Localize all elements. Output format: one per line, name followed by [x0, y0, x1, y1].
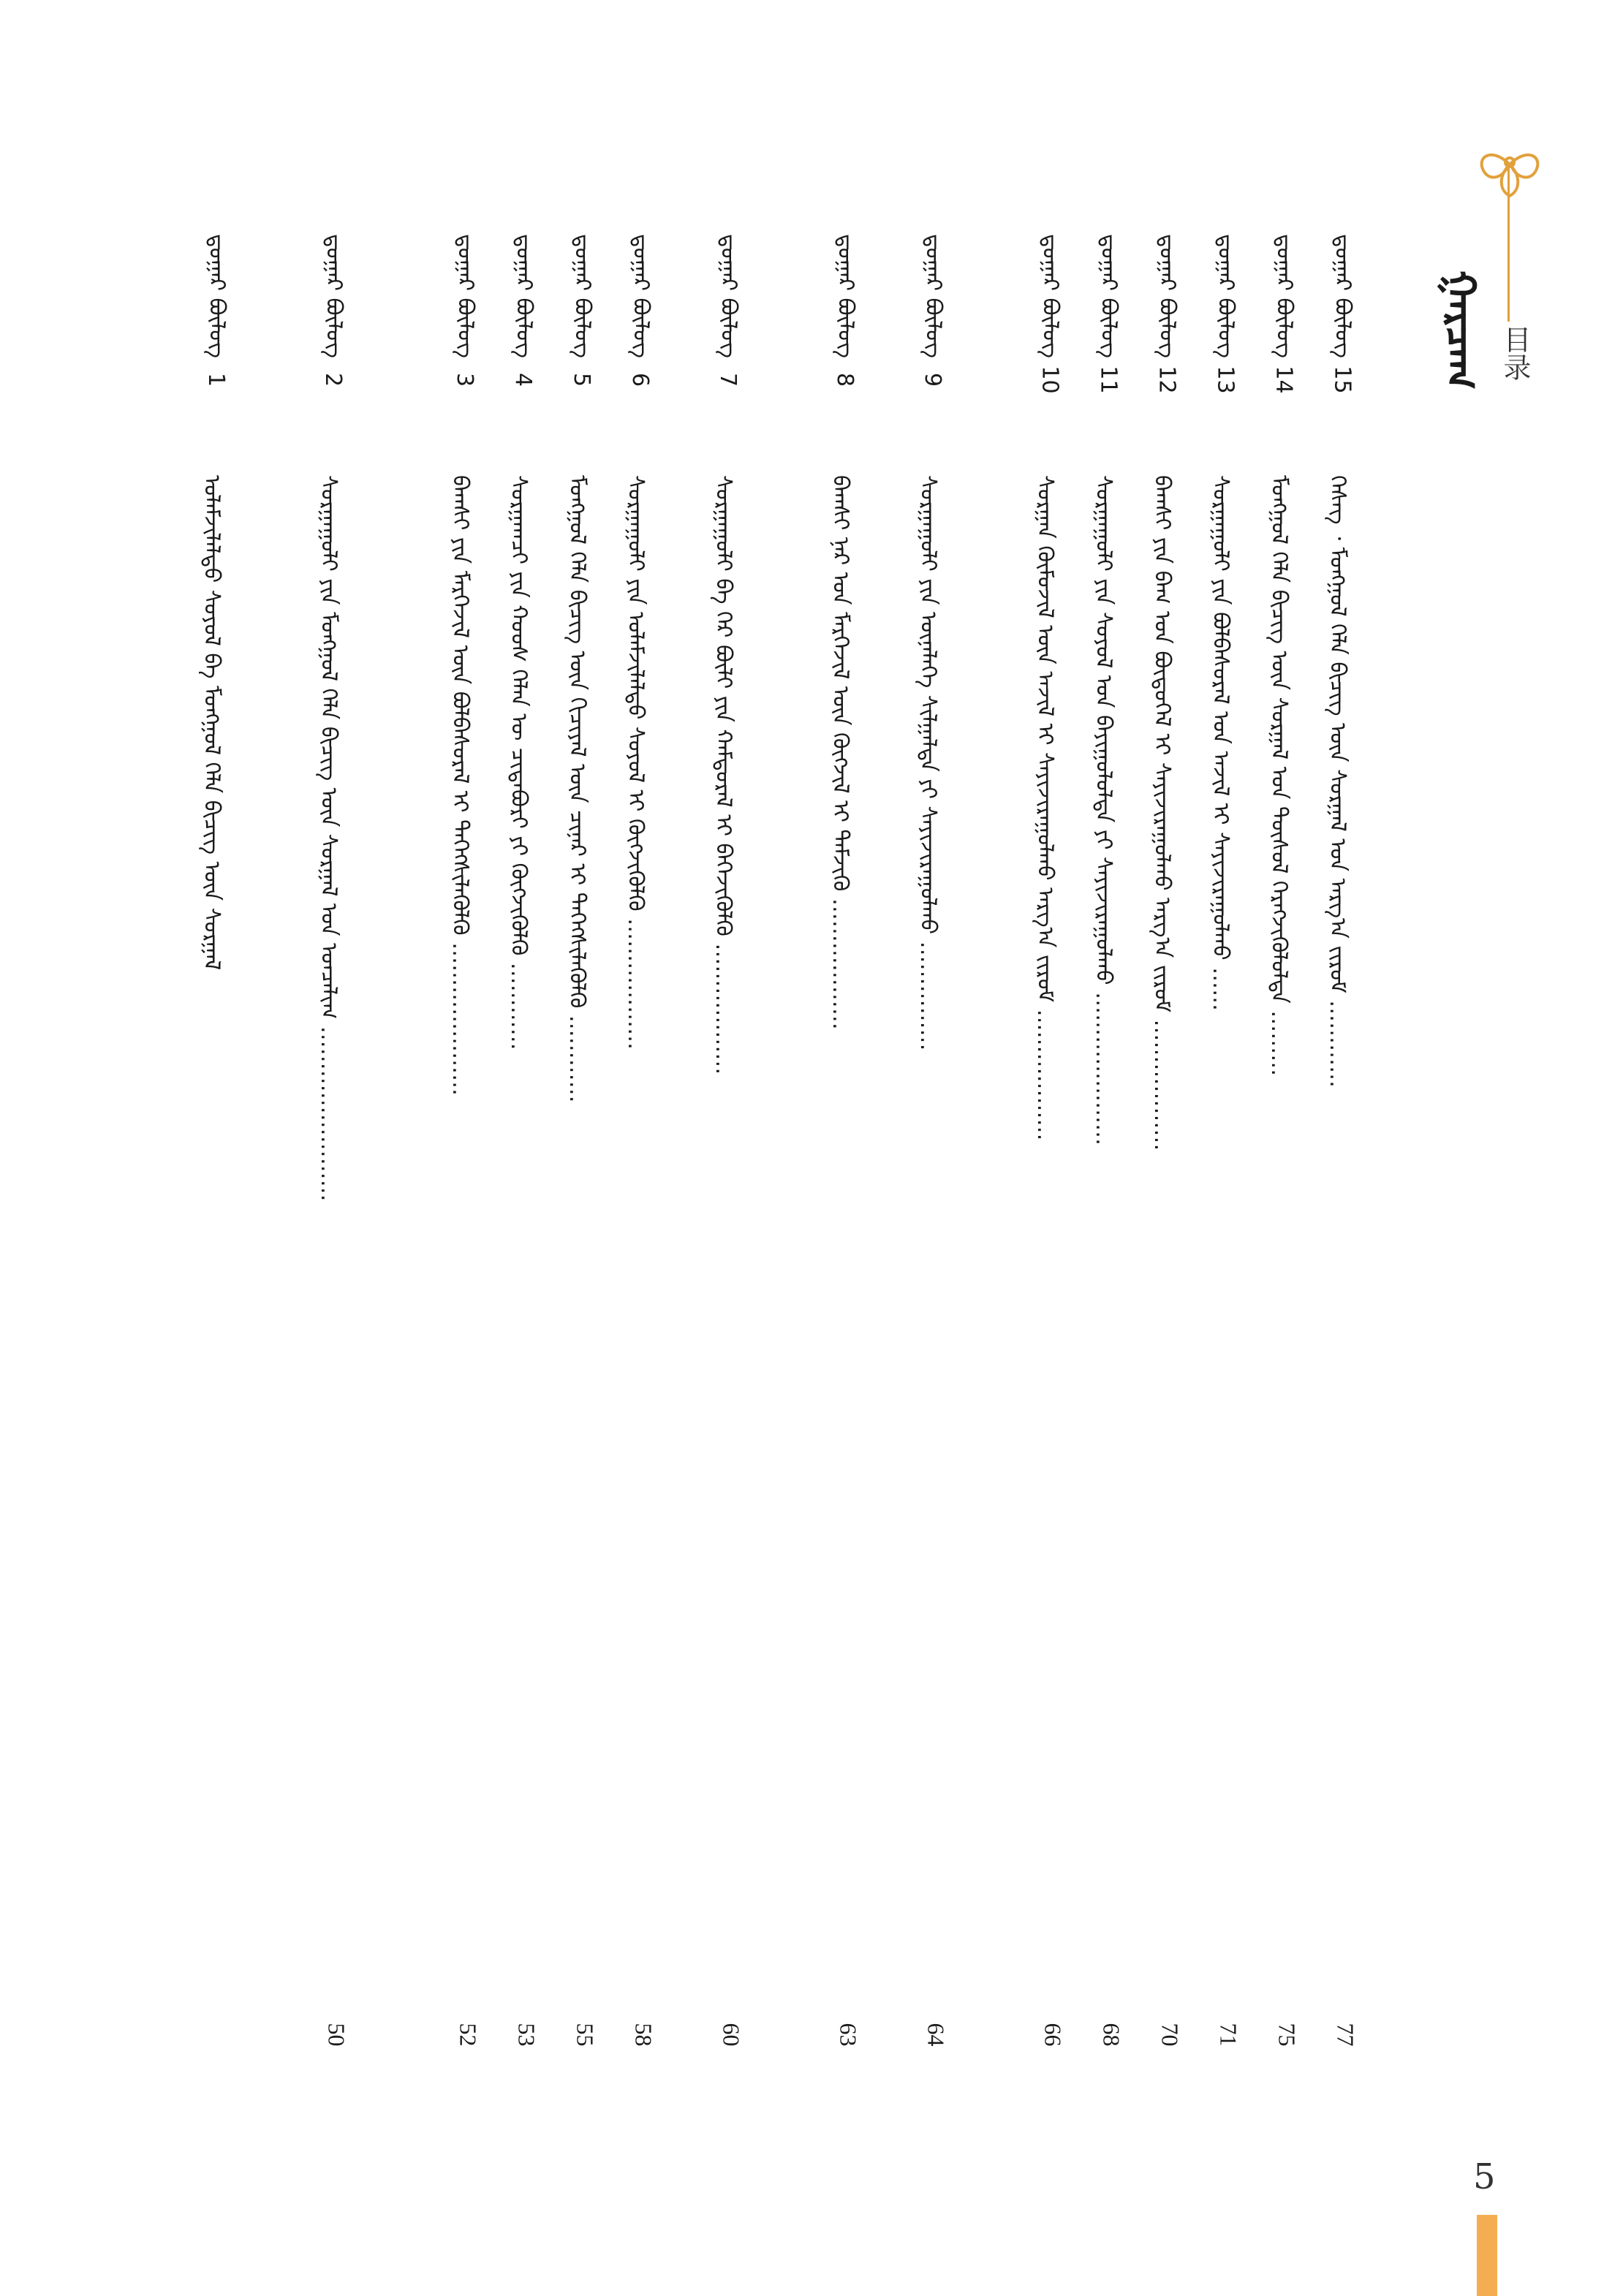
toc-chapter-label-text: ᠳ᠋ᠤᠭᠠᠷ ᠪᠦᠯᠦᠭ: [1154, 234, 1180, 358]
toc-chapter-number: 3: [452, 372, 478, 387]
toc-entry-page: 64: [923, 2023, 950, 2047]
toc-chapter-number: 9: [920, 372, 946, 387]
toc-entry-title[interactable]: ᠰᠤᠷᠭᠠᠭᠤᠯᠢ ᠶᠢᠨ ᠮᠣᠩᠭᠣᠯ ᠬᠡᠯᠡ ᠪᠢᠴᠢᠭ ᠦᠨ ᠰᠤᠷᠭᠠᠯ ᠤᠨ ᠣᠨᠴᠠᠯᠢᠭ ……………………: [316, 475, 341, 1202]
toc-chapter-label: [504, 234, 548, 393]
toc-entry-title[interactable]: ᠮᠣᠩᠭᠣᠯ ᠬᠡᠯᠡ ᠪᠢᠴᠢᠭ ᠦᠨ ᠬᠢᠴᠢᠶᠡᠯ ᠦᠨ ᠴᠢᠨᠠᠷ ᠢ ᠳᠡᠭᠡᠭᠰᠢᠯᠡᠭᠦᠯᠬᠦ …………: [564, 475, 590, 1103]
toc-entry-page: 68: [1098, 2023, 1125, 2047]
ornament-rule: [1507, 164, 1510, 322]
toc-chapter-number: 15: [1329, 365, 1355, 394]
toc-entry-page: 52: [455, 2023, 482, 2047]
toc-entry-page: 75: [1274, 2023, 1301, 2047]
toc-chapter-label: [826, 234, 870, 393]
toc-chapter-label: [446, 234, 490, 393]
toc-chapter-number: 6: [627, 372, 654, 387]
toc-entry-page: 60: [718, 2023, 745, 2047]
toc-entry-title[interactable]: ᠬᠡᠰᠡᠭ ᠂ ᠮᠣᠩᠭᠣᠯ ᠬᠡᠯᠡ ᠪᠢᠴᠢᠭ ᠦᠨ ᠰᠤᠷᠭᠠᠯ ᠤᠨ ᠠᠷᠭ᠎ᠠ ᠵᠢᠷᠤᠮ …………: [1325, 475, 1350, 1088]
toc-entry-title[interactable]: ᠰᠤᠷᠭᠠᠭᠴᠢ ᠶᠢᠨ ᠬᠣᠣᠰ ᠬᠡᠯᠡᠨ ᠦ ᠴᠢᠳᠠᠪᠤᠷᠢ ᠶᠢ ᠬᠥᠭᠵᠢᠭᠦᠯᠬᠦ …………: [506, 475, 531, 1050]
toc-chapter-label: [1206, 234, 1250, 393]
toc-entry-title[interactable]: ᠤᠯᠠᠮᠵᠢᠯᠠᠯᠲᠤ ᠰᠣᠶᠣᠯ ᠪᠠ ᠮᠣᠩᠭᠣᠯ ᠬᠡᠯᠡ ᠪᠢᠴᠢᠭ ᠦᠨ ᠰᠤᠷᠭᠠᠯ: [199, 475, 224, 971]
toc-chapter-label-text: ᠳ᠋ᠤᠭᠠᠷ ᠪᠦᠯᠦᠭ: [833, 234, 858, 358]
toc-entry-page: 77: [1332, 2023, 1359, 2047]
toc-chapter-label-text: ᠳ᠋ᠤᠭᠠᠷ ᠪᠦᠯᠦᠭ: [1037, 234, 1063, 358]
page-title-mongolian: ᠭᠠᠷᠴᠠᠭ: [1437, 270, 1485, 390]
toc-chapter-number: 2: [320, 372, 347, 387]
toc-chapter-label-text: ᠳ᠋ᠤᠭᠠᠷ ᠪᠦᠯᠦᠭ: [511, 234, 537, 358]
toc-chapter-label-text: ᠳ᠋ᠤᠭᠠᠷ ᠪᠦᠯᠦᠭ: [1330, 234, 1355, 358]
toc-chapter-number: 10: [1037, 365, 1063, 394]
toc-entry-page: 66: [1040, 2023, 1067, 2047]
toc-entry-page: 53: [513, 2023, 540, 2047]
toc-chapter-label-text: ᠳ᠋ᠤᠭᠠᠷ ᠪᠦᠯᠦᠭ: [453, 234, 478, 358]
toc-chapter-label-text: ᠳ᠋ᠤᠭᠠᠷ ᠪᠦᠯᠦᠭ: [1271, 234, 1297, 358]
toc-entry-page: 70: [1157, 2023, 1184, 2047]
toc-entry-title[interactable]: ᠰᠤᠷᠭᠠᠭᠤᠯᠢ ᠶᠢᠨ ᠤᠯᠠᠮᠵᠢᠯᠠᠯᠲᠤ ᠰᠣᠶᠣᠯ ᠢ ᠬᠥᠭᠵᠢᠭᠦᠯᠬᠦ ………………: [623, 475, 648, 1050]
toc-entry-title[interactable]: ᠰᠤᠷᠭᠠᠭᠤᠯᠢ ᠶᠢᠨ ᠦᠨᠡᠯᠡᠭᠡ ᠰᠢᠯᠭᠠᠯᠲᠠ ᠶᠢ ᠰᠠᠶᠢᠵᠢᠷᠠᠭᠤᠯᠬᠤ ……………: [915, 475, 941, 1051]
toc-entry-page: 50: [323, 2023, 350, 2047]
toc-entry-title[interactable]: ᠪᠠᠭᠰᠢ ᠶᠢᠨ ᠪᠠᠭ ᠤᠨ ᠪᠦᠲᠦᠭᠡᠯ ᠢ ᠰᠠᠶᠢᠵᠢᠷᠠᠭᠤᠯᠬᠤ ᠠᠷᠭ᠎ᠠ ᠵᠢᠷᠤᠮ ………………: [1149, 475, 1175, 1151]
toc-entry-title[interactable]: ᠪᠠᠭᠰᠢ ᠶᠢᠨ ᠮᠡᠷᠭᠡᠵᠢᠯ ᠦᠨ ᠪᠣᠯᠪᠠᠰᠤᠷᠠᠯ ᠢ ᠳᠡᠭᠡᠭᠰᠢᠯᠡᠭᠦᠯᠬᠦ …………………: [447, 475, 473, 1096]
toc-chapter-label-text: ᠳ᠋ᠤᠭᠠᠷ ᠪᠦᠯᠦᠭ: [1213, 234, 1238, 358]
toc-entry-title[interactable]: ᠰᠤᠷᠭᠠᠭᠤᠯᠢ ᠶᠢᠨ ᠪᠣᠯᠪᠠᠰᠤᠷᠠᠯ ᠤᠨ ᠠᠵᠢᠯ ᠢ ᠰᠠᠶᠢᠵᠢᠷᠠᠭᠤᠯᠬᠤ ……: [1208, 475, 1233, 1012]
toc-chapter-number: 13: [1212, 365, 1238, 394]
toc-chapter-label-text: ᠳ᠋ᠤᠭᠠᠷ ᠪᠦᠯᠦᠭ: [716, 234, 741, 358]
toc-chapter-label-text: ᠳ᠋ᠤᠭᠠᠷ ᠪᠦᠯᠦᠭ: [321, 234, 347, 358]
toc-chapter-label: [1265, 234, 1309, 393]
toc-entry-title[interactable]: ᠪᠠᠭᠰᠢ ᠨᠠᠷ ᠤᠨ ᠮᠡᠷᠭᠡᠵᠢᠯ ᠦᠨ ᠬᠥᠭᠵᠢᠯ ᠢ ᠳᠡᠮᠵᠢᠬᠦ ………………: [828, 475, 853, 1030]
toc-chapter-label: [563, 234, 607, 393]
toc-chapter-number: 1: [203, 372, 230, 387]
toc-chapter-label: [709, 234, 753, 393]
toc-chapter-number: 14: [1271, 365, 1297, 394]
toc-chapter-number: 7: [715, 372, 741, 387]
toc-chapter-label-text: ᠳ᠋ᠤᠭᠠᠷ ᠪᠦᠯᠦᠭ: [1096, 234, 1121, 358]
page-title-chinese: 目录: [1499, 325, 1531, 381]
toc-chapter-label: [914, 234, 958, 393]
toc-entry-page: 58: [630, 2023, 657, 2047]
toc-entry-page: 55: [572, 2023, 599, 2047]
toc-chapter-label-text: ᠳ᠋ᠤᠭᠠᠷ ᠪᠦᠯᠦᠭ: [920, 234, 946, 358]
page-number: 5: [1473, 2156, 1496, 2197]
ornament-icon: [1469, 117, 1557, 292]
toc-chapter-label: [621, 234, 665, 393]
toc-chapter-number: 11: [1095, 365, 1121, 394]
toc-chapter-label: [1089, 234, 1133, 393]
toc-entry-title[interactable]: ᠮᠣᠩᠭᠣᠯ ᠬᠡᠯᠡ ᠪᠢᠴᠢᠭ ᠦᠨ ᠰᠤᠷᠭᠠᠯ ᠤᠨ ᠲᠥᠰᠥᠯ ᠬᠡᠷᠡᠭᠵᠢᠭᠦᠯᠦᠯᠲᠡ ………: [1266, 475, 1292, 1077]
toc-chapter-label: [1323, 234, 1367, 393]
toc-chapter-label: [314, 234, 358, 393]
accent-bar: [1477, 2215, 1497, 2296]
toc-chapter-label-text: ᠳ᠋ᠤᠭᠠᠷ ᠪᠦᠯᠦᠭ: [570, 234, 595, 358]
toc-entry-page: 63: [835, 2023, 862, 2047]
toc-chapter-number: 4: [510, 372, 537, 387]
toc-chapter-number: 5: [569, 372, 595, 387]
toc-entry-title[interactable]: ᠰᠤᠷᠭᠠᠭᠤᠯᠢ ᠪᠠ ᠭᠡᠷ ᠪᠦᠯᠢ ᠶᠢᠨ ᠬᠠᠮᠲᠤᠷᠠᠯ ᠢ ᠪᠡᠬᠡᠵᠢᠭᠦᠯᠬᠦ ………………: [711, 475, 736, 1075]
toc-entry-title[interactable]: ᠰᠤᠷᠭᠠᠭᠤᠯᠢ ᠶᠢᠨ ᠰᠣᠶᠣᠯ ᠤᠨ ᠪᠠᠶᠢᠭᠤᠯᠤᠯᠲᠠ ᠶᠢ ᠰᠠᠶᠢᠵᠢᠷᠠᠭᠤᠯᠬᠤ …………………: [1091, 475, 1116, 1146]
toc-entry-page: 71: [1215, 2023, 1242, 2047]
toc-chapter-label-text: ᠳ᠋ᠤᠭᠠᠷ ᠪᠦᠯᠦᠭ: [628, 234, 654, 358]
toc-chapter-label-text: ᠳ᠋ᠤᠭᠠᠷ ᠪᠦᠯᠦᠭ: [204, 234, 230, 358]
toc-chapter-number: 8: [832, 372, 858, 387]
toc-chapter-number: 12: [1154, 365, 1180, 394]
toc-chapter-label: [197, 234, 241, 393]
toc-chapter-label: [1031, 234, 1075, 393]
toc-entry-title[interactable]: ᠰᠤᠷᠭᠠᠨ ᠬᠦᠮᠦᠵᠢᠯ ᠦᠨ ᠠᠵᠢᠯ ᠢ ᠰᠠᠶᠢᠵᠢᠷᠠᠭᠤᠯᠬᠤ ᠠᠷᠭ᠎ᠠ ᠵᠢᠷᠤᠮ ………………: [1032, 475, 1058, 1141]
toc-chapter-label: [1148, 234, 1192, 393]
